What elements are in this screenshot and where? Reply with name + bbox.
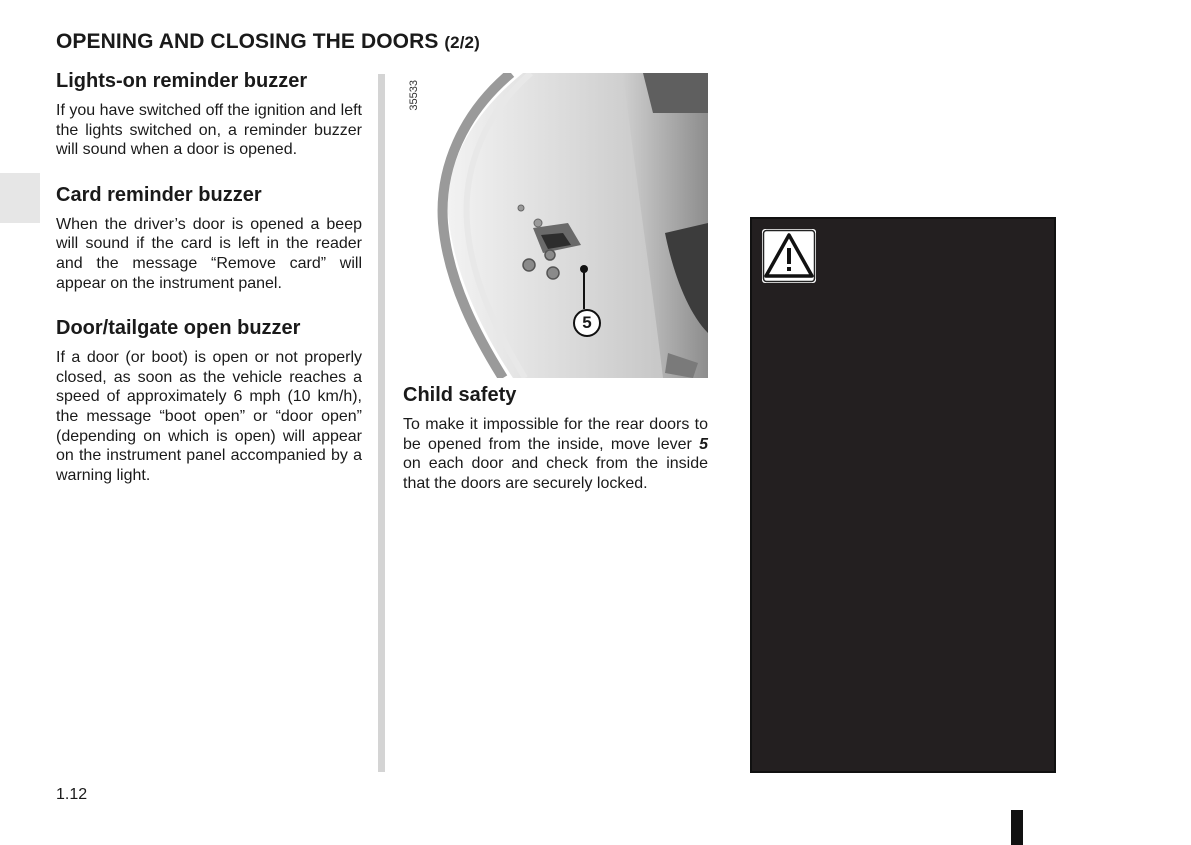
section-heading-child-safety: Child safety bbox=[403, 384, 517, 406]
figure-reference-number: 35533 bbox=[408, 80, 420, 111]
section-body-child-safety bbox=[403, 415, 708, 493]
page-title-text: OPENING AND CLOSING THE DOORS bbox=[56, 30, 439, 53]
door-lock-illustration bbox=[403, 73, 708, 378]
warning-box bbox=[750, 217, 1056, 773]
section-heading-card-reminder: Card reminder buzzer bbox=[56, 183, 262, 206]
section-body-door-open: If a door (or boot) is open or not properly closed, as soon as the vehicle reaches a speed of approximately 6 mph (10 km/h), the message “boot open” or “door open” (depending on which is open) will appear on the instrument panel accompanied by a warning light. bbox=[56, 349, 362, 484]
child-safety-text-start: To make it impossible for the rear doors to be opened from the inside, move lever bbox=[403, 416, 708, 453]
page-part-indicator: (2/2) bbox=[444, 33, 480, 52]
page-edge-marker bbox=[1011, 810, 1023, 845]
column-divider bbox=[378, 74, 385, 772]
section-body-card-reminder: When the driver’s door is opened a beep will sound if the card is left in the reader and the message “Remove card” will appear on the instrument panel. bbox=[56, 215, 362, 292]
lever-reference: 5 bbox=[699, 435, 708, 453]
section-heading-lights-on: Lights-on reminder buzzer bbox=[56, 70, 308, 92]
section-body-lights-on: If you have switched off the ignition and left the lights switched on, a reminder buzzer will sound when a door is opened. bbox=[56, 102, 362, 159]
child-safety-text-end: on each door and check from the inside that the doors are securely locked. bbox=[403, 455, 708, 492]
door-lock-figure bbox=[403, 73, 708, 378]
chapter-tab bbox=[0, 173, 40, 223]
warning-triangle-icon bbox=[762, 229, 816, 283]
child-safety-section bbox=[403, 382, 708, 515]
left-column bbox=[56, 68, 362, 507]
section-heading-door-open: Door/tailgate open buzzer bbox=[56, 317, 301, 340]
page-number: 1.12 bbox=[56, 786, 88, 803]
callout-lever-5: 5 bbox=[573, 309, 601, 337]
page-title bbox=[56, 30, 480, 54]
